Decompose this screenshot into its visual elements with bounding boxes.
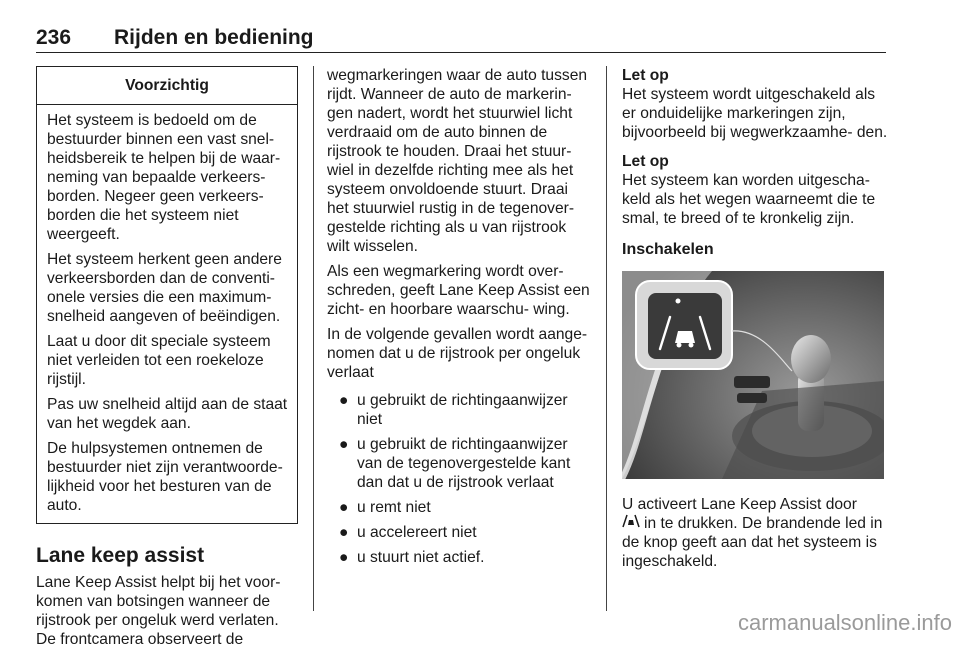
column-1 — [36, 66, 298, 655]
lane-keep-assist-icon — [622, 514, 640, 533]
column-divider-1 — [313, 66, 314, 611]
body-paragraph: In de volgende gevallen wordt aange- nomen dat u de rijstrook per ongeluk verlaat — [327, 326, 588, 381]
caution-title: Voorzichtig — [37, 67, 297, 105]
console-photo — [622, 271, 884, 479]
list-item: ● u stuurt niet actief. — [339, 549, 485, 566]
lane-keep-intro: Lane Keep Assist helpt bij het voor- komen van botsingen wanneer de rijstrook per ongeluk werd verlaten. De frontcamera observeert de — [36, 574, 281, 648]
page-header — [36, 26, 886, 53]
caution-paragraph: Het systeem is bedoeld om de bestuurder binnen een vast snel- heidsbereik te helpen bij de waar- neming van bepaalde verkeers- borden. Negeer geen verkeers- borden die het systeem niet weergeeft. — [47, 112, 281, 243]
note-title: Let op — [622, 153, 669, 170]
bullet-icon: ● — [339, 524, 349, 541]
activation-heading: Inschakelen — [622, 241, 714, 258]
bullet-icon: ● — [339, 392, 349, 409]
bullet-icon: ● — [339, 499, 349, 516]
column-3 — [622, 66, 888, 577]
activation-text: U activeert Lane Keep Assist door in te drukken. De brandende led in de knop geeft aan dat het systeem is ingeschakeld. — [622, 496, 883, 571]
lane-keep-heading: Lane keep assist — [36, 544, 205, 567]
condition-list — [327, 391, 593, 567]
console-illustration — [622, 271, 884, 479]
list-item: ● u gebruikt de richtingaanwijzer van de tegenovergestelde kant dan dat u de rijstrook verlaat — [339, 436, 571, 491]
section-title: Rijden en bediening — [114, 26, 314, 49]
caution-paragraph: Pas uw snelheid altijd aan de staat van het wegdek aan. — [47, 396, 288, 432]
page-number: 236 — [36, 26, 72, 49]
note-title: Let op — [622, 67, 669, 84]
caution-paragraph: Laat u door dit speciale systeem niet verleiden tot een roekeloze rijstijl. — [47, 333, 271, 388]
caution-paragraph: De hulpsystemen ontnemen de bestuurder niet zijn verantwoorde- lijkheid voor het besturen van de auto. — [47, 440, 283, 514]
column-2 — [327, 66, 593, 573]
list-item: ● u accelereert niet — [339, 524, 477, 541]
bullet-icon: ● — [339, 436, 349, 453]
body-paragraph: wegmarkeringen waar de auto tussen rijdt. Wanneer de auto de markerin- gen nadert, wordt het stuurwiel licht verdraaid om de auto binnen de rijstrook te houden. Draai het stuur- wiel in dezelfde richting mee als het systeem onvoldoende stuurt. Draai het stuurwiel rustig in de tegenover- gestelde richting als u van rijstrook wilt wisselen. — [327, 67, 588, 255]
caution-paragraph: Het systeem herkent geen andere verkeersborden dan de conventi- onele versies die een maximum- snelheid aangeven of beëindigen. — [47, 251, 282, 325]
watermark: carmanualsonline.info — [737, 610, 952, 635]
bullet-icon: ● — [339, 549, 349, 566]
list-item: ● u remt niet — [339, 499, 431, 516]
note-text: Het systeem wordt uitgeschakeld als er onduidelijke markeringen zijn, bijvoorbeeld bij wegwerkzaamhe- den. — [622, 86, 888, 141]
body-paragraph: Als een wegmarkering wordt over- schreden, geeft Lane Keep Assist een zicht- en hoorbare waarschu- wing. — [327, 263, 590, 318]
note-text: Het systeem kan worden uitgescha- keld als het wegen waarneemt die te smal, te breed of te kronkelig zijn. — [622, 172, 876, 227]
column-divider-2 — [606, 66, 607, 611]
caution-box — [36, 66, 298, 524]
list-item: ● u gebruikt de richtingaanwijzer niet — [339, 392, 568, 428]
caution-body — [37, 105, 297, 523]
